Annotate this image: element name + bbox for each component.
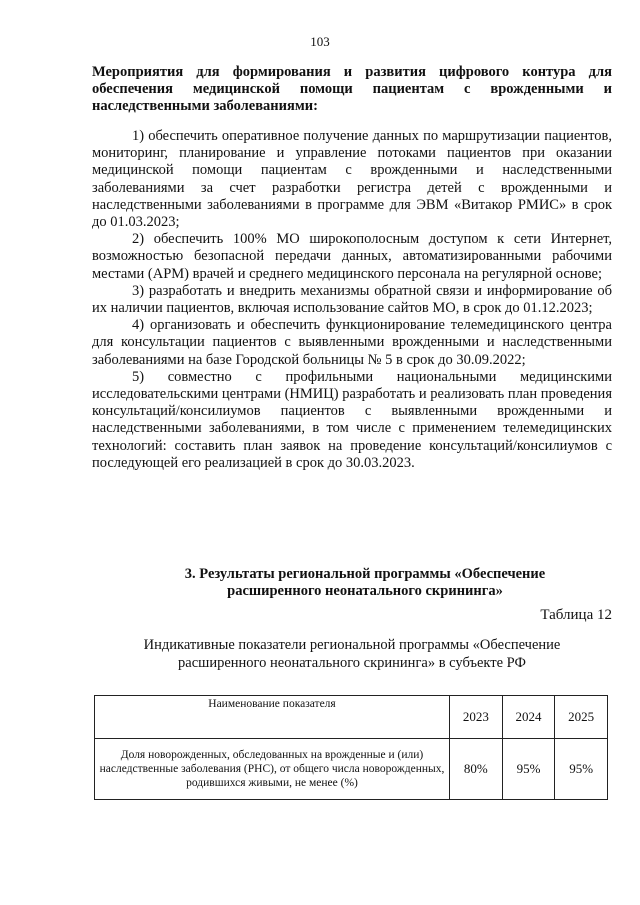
header-year-2025: 2025 — [555, 696, 608, 739]
results-heading — [150, 566, 580, 600]
section-heading: Мероприятия для формирования и развития цифрового контура для обеспечения медицинской помощи пациентам с врожденными и наследственными заболеваниями: — [92, 64, 612, 114]
results-heading-line-1: 3. Результаты региональной программы «Обеспечение — [184, 566, 546, 582]
indicator-name: Доля новорожденных, обследованных на врожденные и (или) наследственные заболевания (РНС), от общего числа новорожденных, родившихся живыми, не менее (%) — [95, 739, 450, 800]
measure-item-2: 2) обеспечить 100% МО широкополосным доступом к сети Интернет, возможностью безопасной передачи данных, автоматизированными рабочими местами (АРМ) врачей и среднего медицинского персонала на регулярной основе; — [92, 231, 612, 282]
value-2025: 95% — [555, 739, 608, 800]
measures-list — [92, 128, 612, 472]
indicators-table — [94, 695, 608, 800]
value-2024: 95% — [502, 739, 555, 800]
measure-item-3: 3) разработать и внедрить механизмы обратной связи и информирование об их наличии пациентов, включая использование сайтов МО, в срок до 01.12.2023; — [92, 282, 612, 317]
table-caption-line-1: Индикативные показатели региональной программы «Обеспечение — [143, 637, 561, 653]
page-number: 103 — [310, 34, 330, 49]
measure-item-1: 1) обеспечить оперативное получение данных по маршрутизации пациентов, мониторинг, планирование и управление потоками пациентов при оказании медицинской помощи пациентам с врожденными и наследственными заболеваниями за счет разработки регистра детей с врожденными и наследственными заболеваниями в программе для ЭВМ «Витакор РМИС» в срок до 01.03.2023; — [92, 128, 612, 231]
measure-item-5: 5) совместно с профильными национальными медицинскими исследовательскими центрами (НМИЦ) разработать и реализовать план проведения консультаций/консилиумов пациентов с выявленными врожденными и наследственными заболеваниями, в том числе с применением телемедицинских технологий: составить план заявок на проведение консультаций/консилиумов с последующей его реализацией в срок до 30.03.2023. — [92, 368, 612, 471]
header-indicator-name: Наименование показателя — [95, 696, 450, 739]
table-caption — [92, 636, 612, 672]
measure-item-4: 4) организовать и обеспечить функционирование телемедицинского центра для консультации пациентов с выявленными врожденными и наследственными заболеваниями на базе Городской больницы № 5 в срок до 30.09.2022; — [92, 317, 612, 368]
table-row — [95, 739, 608, 800]
table-caption-line-2: расширенного неонатального скрининга» в субъекте РФ — [178, 655, 526, 671]
header-year-2024: 2024 — [502, 696, 555, 739]
table-label: Таблица 12 — [540, 607, 612, 623]
table-header-row — [95, 696, 608, 739]
results-heading-line-2: расширенного неонатального скрининга» — [227, 583, 503, 599]
header-year-2023: 2023 — [450, 696, 503, 739]
value-2023: 80% — [450, 739, 503, 800]
